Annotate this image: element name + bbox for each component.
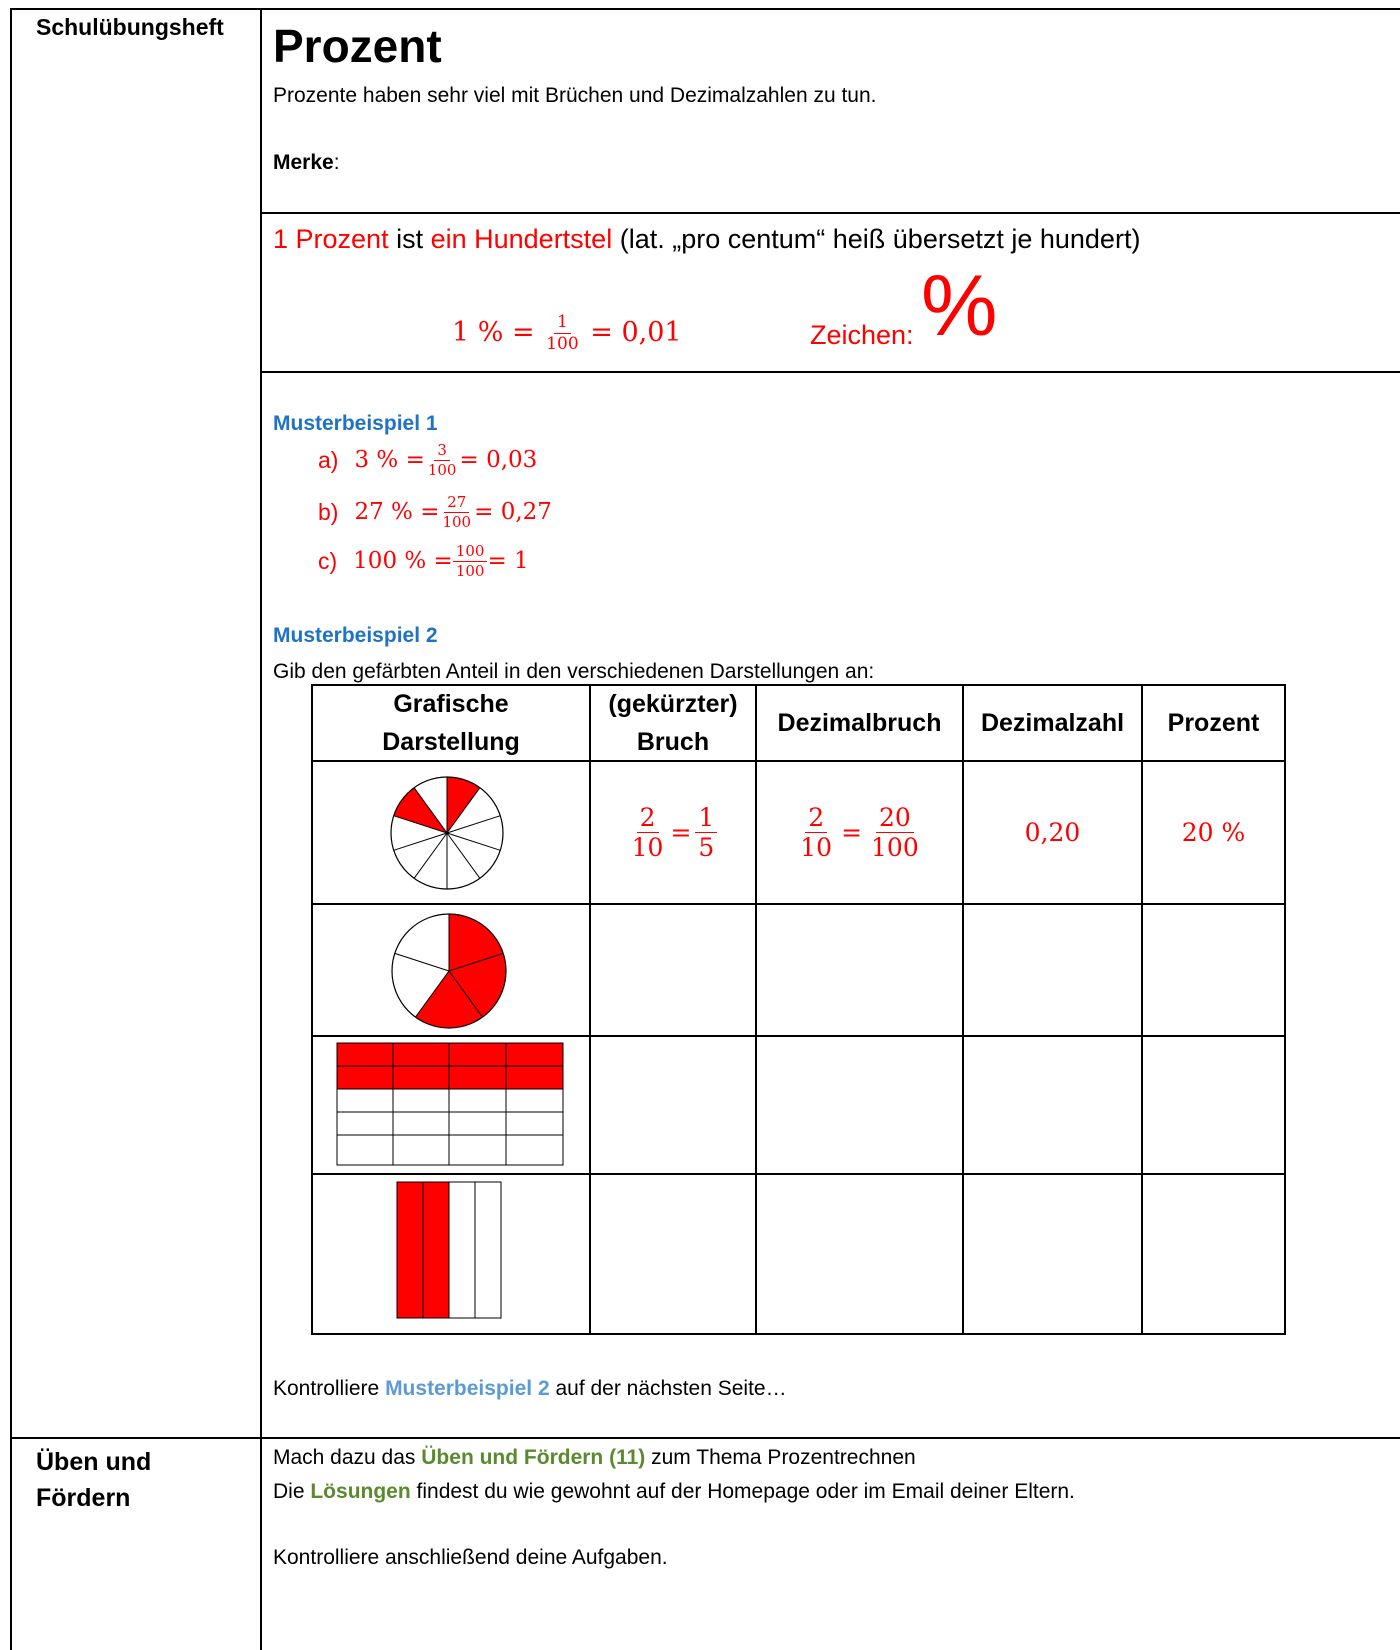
item-den: 100 — [442, 512, 472, 531]
merke-line — [273, 151, 340, 175]
practice-line1 — [273, 1446, 916, 1470]
table-border-bottom — [311, 1333, 1286, 1335]
merke-label: Merke — [273, 151, 334, 174]
dez-fraction-2 — [868, 805, 922, 860]
row1-bruch — [591, 762, 755, 903]
sidebar-title: Schulübungsheft — [36, 14, 224, 40]
item-lhs: 3 % = — [354, 447, 425, 473]
check-suffix: auf der nächsten Seite… — [549, 1377, 787, 1400]
formula-rhs: = 0,01 — [581, 317, 682, 348]
item-rhs: = 0,03 — [459, 447, 538, 473]
formula-fraction — [543, 314, 581, 353]
rule-definition: ein Hundertstel — [430, 224, 613, 254]
header-grafisch-line2: Darstellung — [382, 728, 520, 756]
item-rhs: = 1 — [487, 548, 529, 574]
practice-line2-suffix: findest du wie gewohnt auf der Homepage oder im Email deiner Eltern. — [410, 1480, 1075, 1503]
item-fraction — [425, 440, 460, 479]
table-row-divider — [311, 1173, 1286, 1175]
item-num: 3 — [434, 443, 450, 461]
pie-slice-filled — [447, 777, 480, 833]
frac-den: 10 — [631, 833, 664, 862]
dez-fraction-1 — [797, 805, 835, 860]
table-row-divider — [311, 903, 1286, 905]
item-lhs: 27 % = — [354, 499, 440, 525]
row1-prozent: 20 % — [1181, 818, 1246, 847]
table-col-divider — [311, 684, 313, 1335]
example2-heading: Musterbeispiel 2 — [273, 624, 438, 647]
table-row-divider — [311, 1035, 1286, 1037]
table-col-divider — [1284, 684, 1286, 1335]
header-grafisch — [313, 686, 589, 760]
frac-num: 2 — [805, 805, 827, 833]
item-label: a) — [318, 446, 339, 473]
pie-tenths-icon — [388, 774, 506, 892]
frac-num: 1 — [695, 805, 717, 833]
item-label: b) — [318, 498, 339, 525]
item-den: 100 — [455, 561, 485, 580]
formula-lhs: 1 % = — [452, 317, 544, 348]
example1-item-b — [318, 492, 552, 532]
item-fraction — [439, 492, 474, 531]
header-bruch-line1: (gekürzter) — [608, 690, 738, 718]
example1-item-c — [318, 541, 529, 581]
formula-num: 1 — [554, 314, 571, 334]
header-prozent: Prozent — [1167, 709, 1260, 737]
row1-dezimalbruch — [757, 762, 962, 903]
check-example-reference: Musterbeispiel 2 — [385, 1377, 550, 1400]
header-dezimalbruch: Dezimalbruch — [777, 709, 942, 737]
check-prefix: Kontrolliere — [273, 1377, 386, 1400]
header-dezimalzahl: Dezimalzahl — [980, 709, 1125, 737]
grid-icon — [336, 1042, 564, 1166]
strips-icon — [396, 1181, 502, 1319]
section-divider-rule — [260, 371, 1400, 373]
practice-line1-prefix: Mach dazu das — [273, 1446, 422, 1469]
merke-colon: : — [333, 151, 340, 174]
practice-solutions-reference: Lösungen — [310, 1480, 411, 1503]
rule-term: 1 Prozent — [273, 224, 389, 254]
item-num: 27 — [444, 495, 469, 513]
sign-label: Zeichen: — [810, 320, 914, 350]
percent-sign: % — [921, 258, 998, 354]
item-rhs: = 0,27 — [474, 499, 552, 525]
frame-left — [10, 8, 12, 1650]
practice-line1-suffix: zum Thema Prozentrechnen — [645, 1446, 916, 1469]
example1-item-a — [318, 440, 537, 480]
frac-den: 5 — [698, 833, 715, 862]
pie-fifths-icon — [388, 910, 510, 1032]
frame-top — [10, 8, 1400, 10]
practice-title-line2: Fördern — [36, 1484, 131, 1512]
equals-sign: = — [670, 818, 692, 847]
item-den: 100 — [427, 460, 457, 479]
example1-heading: Musterbeispiel 1 — [273, 412, 438, 435]
check-line — [273, 1377, 787, 1401]
practice-exercise-reference: Üben und Fördern (11) — [421, 1446, 646, 1469]
item-label: c) — [318, 547, 338, 574]
example2-instruction: Gib den gefärbten Anteil in den verschiedenen Darstellungen an: — [273, 660, 875, 683]
intro-text: Prozente haben sehr viel mit Brüchen und Dezimalzahlen zu tun. — [273, 84, 877, 107]
practice-line2-prefix: Die — [273, 1480, 311, 1503]
sidebar-divider — [260, 8, 262, 1650]
bruch-fraction-1 — [629, 805, 667, 860]
item-lhs: 100 % = — [353, 548, 453, 574]
bruch-fraction-2 — [695, 805, 717, 860]
practice-title-line1: Üben und — [36, 1448, 152, 1476]
rule-formula — [452, 314, 682, 353]
formula-den: 100 — [546, 334, 579, 354]
frac-den: 10 — [800, 833, 833, 862]
page-title: Prozent — [273, 20, 442, 72]
header-grafisch-line1: Grafische — [393, 690, 509, 718]
equals-sign: = — [841, 818, 863, 847]
header-bruch — [591, 686, 755, 760]
practice-line3: Kontrolliere anschließend deine Aufgaben. — [273, 1546, 668, 1569]
section-divider-practice — [10, 1437, 1400, 1439]
rule-latin: (lat. „pro centum“ heiß übersetzt je hundert) — [612, 224, 1141, 254]
item-num: 100 — [453, 544, 488, 562]
row1-dezimalzahl: 0,20 — [1024, 818, 1081, 847]
frac-num: 20 — [876, 805, 914, 833]
practice-line2 — [273, 1480, 1075, 1504]
item-fraction — [453, 541, 488, 580]
rule-sentence — [273, 224, 1140, 255]
frac-den: 100 — [871, 833, 919, 862]
section-divider-merke — [260, 212, 1400, 214]
rule-connector: ist — [388, 224, 431, 254]
frac-num: 2 — [637, 805, 659, 833]
header-bruch-line2: Bruch — [636, 728, 710, 756]
